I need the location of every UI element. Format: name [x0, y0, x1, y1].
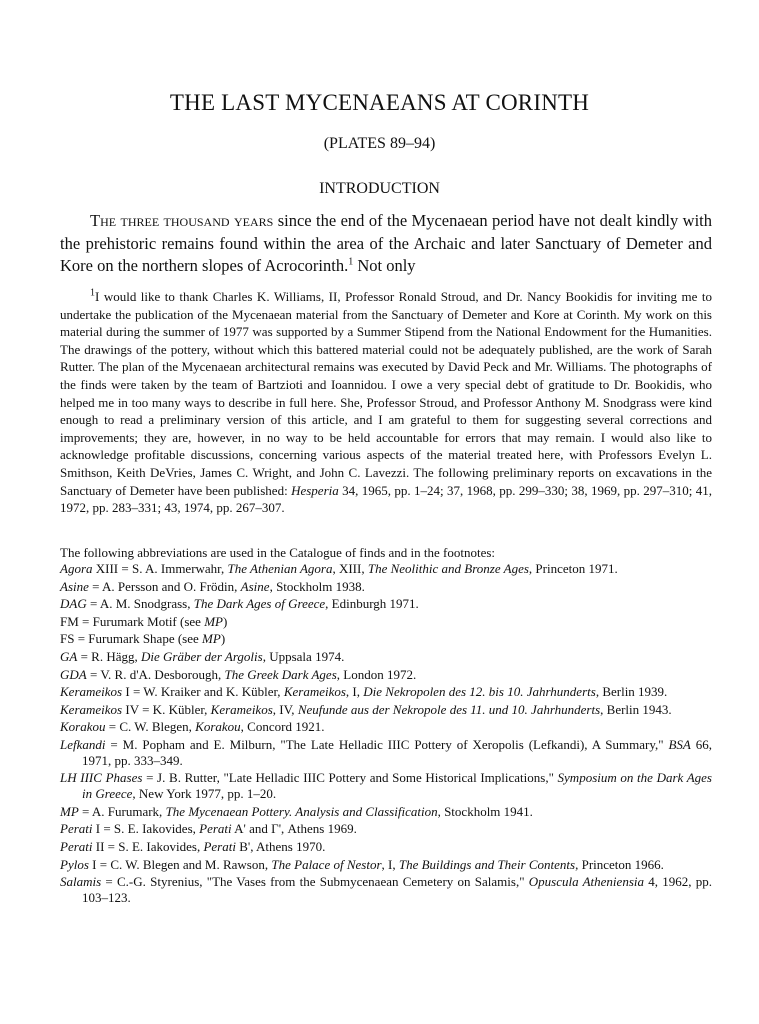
opening-smallcaps: The three thousand years: [90, 211, 274, 230]
footnote-text: I would like to thank Charles K. Williams, II, Professor Ronald Stroud, and Dr. Nancy Bookidis for inviting me to undertake the publication of the Mycenaean material from the Sanctuary of Demeter and Kore at Corinth. My work on this material during the summer of 1977 was supported by a Summer Stipend from the National Endowment for the Humanities. The drawings of the pottery, without which this battered material could not be adequately published, are the work of Sarah Rutter. The plan of the Mycenaean architectural remains was executed by David Peck and Mr. Williams. The photographs of the finds were taken by the team of Bartzioti and Ioannidou. I owe a very special debt of gratitude to Dr. Bookidis, who helped me in too many ways to describe in full here. She, Professor Stroud, and Professor Anthony M. Snodgrass were kind enough to read a preliminary version of this article, and I am grateful to them for suggesting several corrections and improvements; they are, however, in no way to be held accountable for errors that may remain. I would also like to acknowledge profitable discussions, concerning various aspects of the material treated here, with Professors Evelyn L. Smithson, Keith DeVries, James C. Wright, and John C. Lavezzi. The following preliminary reports on excavations in the Sanctuary of Demeter have been published:: [60, 289, 712, 498]
opening-text: since the end of the Mycenaean period have not dealt kindly with the prehistoric remains found within the area of the Archaic and later Sanctuary of Demeter and Kore on the northern slopes of Acrocorinth.: [60, 211, 713, 275]
abbreviation-entry: Asine = A. Persson and O. Frödin, Asine, Stockholm 1938.: [60, 578, 365, 594]
abbreviation-entry: Salamis = C.-G. Styrenius, "The Vases from the Submycenaean Cemetery on Salamis," Opuscula Atheniensia 4, 1962, pp. 103–123.: [60, 874, 713, 905]
abbreviation-entry: DAG = A. M. Snodgrass, The Dark Ages of Greece, Edinburgh 1971.: [60, 596, 419, 612]
abbreviation-entry: FS = Furumark Shape (see MP): [60, 631, 226, 647]
abbreviation-entry: MP = A. Furumark, The Mycenaean Pottery. Analysis and Classification, Stockholm 1941.: [60, 803, 533, 819]
footnote-marker: 1: [90, 287, 95, 299]
abbreviation-entry: GA = R. Hägg, Die Gräber der Argolis, Uppsala 1974.: [60, 648, 345, 664]
opening-paragraph: [60, 210, 712, 278]
opening-tail: Not only: [353, 256, 416, 275]
plates-reference: (PLATES 89–94): [323, 135, 436, 152]
article-title: THE LAST MYCENAEANS AT CORINTH: [169, 90, 590, 115]
abbreviation-entry: Perati II = S. E. Iakovides, Perati B', Athens 1970.: [60, 838, 326, 854]
abbreviation-entry: Lefkandi = M. Popham and E. Milburn, "The Late Helladic IIIC Pottery of Xeropolis (Lefkandi), A Summary," BSA 66, 1971, pp. 333–349.: [60, 736, 713, 768]
footnote-reference[interactable]: 1: [348, 256, 354, 268]
footnote-refs: 34, 1965, pp. 1–24; 37, 1968, pp. 299–330; 38, 1969, pp. 297–310; 41, 1972, pp. 283–331; 43, 1974, pp. 267–307.: [60, 482, 712, 516]
abbreviation-entry: Agora XIII = S. A. Immerwahr, The Athenian Agora, XIII, The Neolithic and Bronze Ages, Princeton 1971.: [60, 561, 618, 576]
abbreviation-entry: LH IIIC Phases = J. B. Rutter, "Late Helladic IIIC Pottery and Some Historical Implications," Symposium on the Dark Ages in Greece, New York 1977, pp. 1–20.: [60, 770, 712, 802]
footnote-1: [60, 288, 712, 517]
abbreviation-entry: Perati I = S. E. Iakovides, Perati A' and Γ', Athens 1969.: [60, 821, 357, 837]
footnote-journal: Hesperia: [291, 482, 339, 498]
abbreviation-entry: Korakou = C. W. Blegen, Korakou, Concord 1921.: [60, 719, 325, 735]
abbreviation-entry: GDA = V. R. d'A. Desborough, The Greek Dark Ages, London 1972.: [60, 666, 417, 682]
abbreviation-entry: Kerameikos I = W. Kraiker and K. Kübler, Kerameikos, I, Die Nekropolen des 12. bis 10. Jahrhunderts, Berlin 1939.: [60, 684, 668, 700]
abbreviation-entry: Pylos I = C. W. Blegen and M. Rawson, The Palace of Nestor, I, The Buildings and Their Contents, Princeton 1966.: [60, 856, 664, 872]
abbreviation-entry: FM = Furumark Motif (see MP): [60, 613, 228, 629]
section-heading: INTRODUCTION: [319, 180, 440, 197]
abbreviation-entry: Kerameikos IV = K. Kübler, Kerameikos, IV, Neufunde aus der Nekropole des 11. und 10. Jahrhunderts, Berlin 1943.: [60, 701, 672, 717]
abbreviations-list: [60, 561, 712, 907]
abbreviations-intro: The following abbreviations are used in the Catalogue of finds and in the footnotes:: [60, 545, 496, 560]
